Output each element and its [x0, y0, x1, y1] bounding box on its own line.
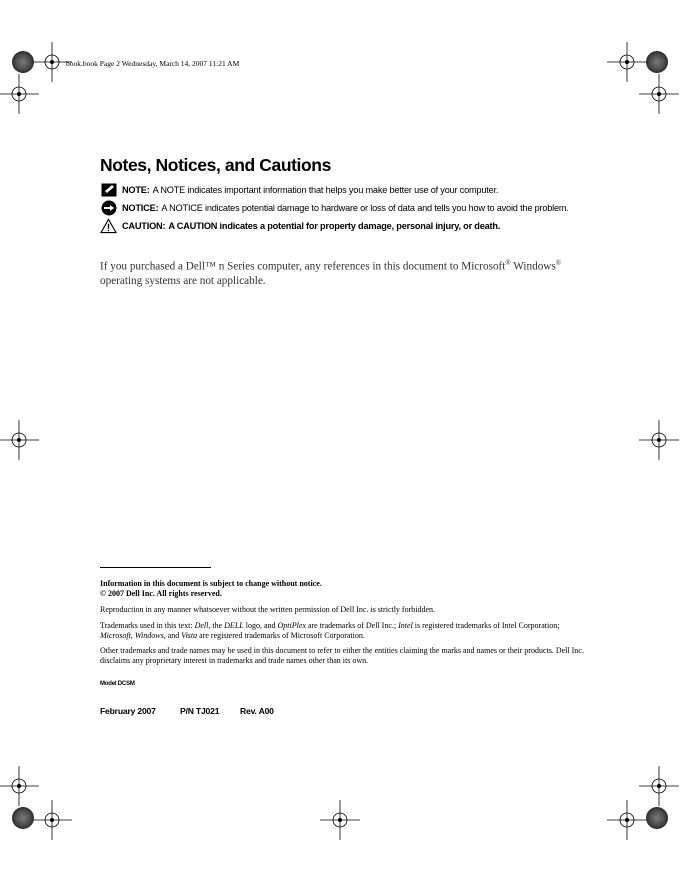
trademark-name: OptiPlex: [277, 621, 306, 630]
notice-hand-icon: [100, 201, 117, 215]
crop-mark-icon: [0, 420, 39, 460]
note-row: [100, 183, 498, 197]
reproduction-notice: Reproduction in any manner whatsoever without the written permission of Dell Inc. is strictly forbidden.: [100, 605, 436, 614]
legal-text: are trademarks of Dell Inc.;: [305, 621, 399, 630]
notice-row: [100, 201, 569, 215]
trademark-name: Dell: [194, 621, 209, 630]
crop-mark-icon: [320, 800, 360, 840]
divider: [100, 567, 211, 568]
crop-mark-icon: [32, 800, 72, 840]
notice-label: NOTICE:: [122, 203, 159, 213]
trademarks-notice: [100, 621, 605, 641]
crop-mark-icon: [639, 74, 679, 114]
crop-mark-icon: [0, 766, 39, 806]
legal-text: Trademarks used in this text:: [100, 621, 195, 630]
pencil-note-icon: [100, 183, 117, 197]
registered-mark: ®: [505, 259, 511, 267]
legal-text: , the: [208, 621, 225, 630]
intro-text: If you purchased a Dell™ n Series computer, any references in this document to Microsoft: [100, 260, 506, 273]
page-title: Notes, Notices, and Cautions: [100, 155, 331, 175]
notice-text: A NOTICE indicates potential damage to hardware or loss of data and tells you how to avoid the problem.: [161, 203, 569, 213]
trademark-name: Vista: [181, 631, 198, 640]
intro-text: operating systems are not applicable.: [100, 274, 266, 287]
model-number: Model DCSM: [100, 681, 135, 687]
registered-mark: ®: [555, 259, 562, 267]
legal-text: logo, and: [243, 621, 278, 630]
registration-disk-icon: [12, 51, 34, 73]
registration-disk-icon: [646, 51, 668, 73]
crop-mark-icon: [639, 420, 679, 460]
note-label: NOTE:: [122, 185, 150, 195]
caution-label: CAUTION:: [122, 221, 166, 231]
trademark-name: Microsoft: [100, 631, 131, 640]
crop-mark-icon: [607, 800, 647, 840]
other-trademarks-notice: Other trademarks and trade names may be used in this document to refer to either the entities claiming the marks and names or their products. Dell Inc. disclaims any proprietary interest in trademarks and trade names other than its own.: [100, 646, 584, 665]
trademark-name: Intel: [398, 621, 413, 630]
note-text: A NOTE indicates important information that helps you make better use of your computer.: [152, 185, 499, 195]
copyright: © 2007 Dell Inc. All rights reserved.: [100, 589, 222, 598]
legal-text: and: [165, 631, 182, 640]
part-number: P/N TJ021: [180, 706, 220, 716]
legal-text: are registered trademarks of Microsoft Corporation.: [197, 631, 365, 640]
legal-text: ,: [130, 631, 135, 640]
intro-paragraph: [100, 256, 570, 288]
intro-text: Windows: [510, 260, 556, 273]
revision: Rev. A00: [240, 706, 274, 716]
change-notice: Information in this document is subject to change without notice.: [100, 579, 322, 588]
trademark-name: DELL: [224, 621, 244, 630]
crop-mark-icon: [607, 42, 647, 82]
print-header: book.book Page 2 Wednesday, March 14, 2007 11:21 AM: [66, 59, 240, 68]
registration-disk-icon: [646, 807, 668, 829]
trademark-name: Windows,: [134, 631, 166, 640]
registration-disk-icon: [12, 807, 34, 829]
caution-text: A CAUTION indicates a potential for property damage, personal injury, or death.: [168, 221, 501, 231]
caution-triangle-icon: [100, 219, 117, 233]
caution-row: [100, 219, 503, 233]
legal-text: is registered trademarks of Intel Corporation;: [412, 621, 560, 630]
crop-mark-icon: [639, 766, 679, 806]
publication-date: February 2007: [100, 706, 156, 716]
crop-mark-icon: [0, 74, 39, 114]
